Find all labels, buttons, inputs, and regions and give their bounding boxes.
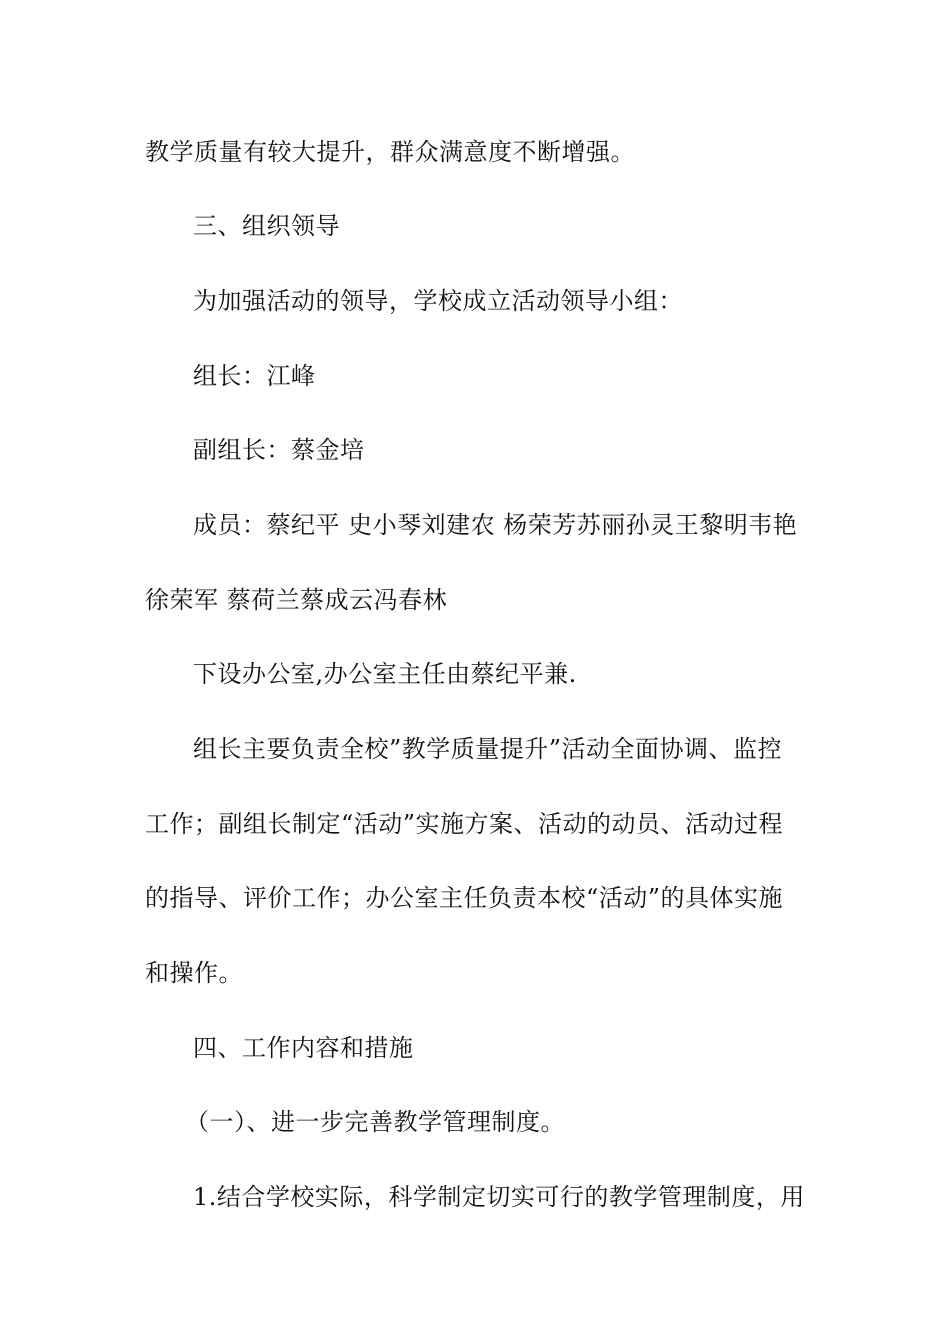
subsection-heading: （一）、进一步完善教学管理制度。 — [185, 1108, 565, 1136]
paragraph-line: 工作；副组长制定“活动”实施方案、活动的动员、活动过程 — [145, 810, 784, 838]
paragraph-line: 下设办公室,办公室主任由蔡纪平兼. — [193, 660, 577, 688]
paragraph-line: 1.结合学校实际，科学制定切实可行的教学管理制度，用 — [193, 1183, 805, 1211]
members-line: 徐荣军 蔡荷兰蔡成云冯春林 — [145, 586, 448, 614]
deputy-leader-line: 副组长：蔡金培 — [193, 436, 365, 464]
paragraph-line: 组长主要负责全校”教学质量提升”活动全面协调、监控 — [193, 735, 783, 763]
paragraph-line: 的指导、评价工作；办公室主任负责本校“活动”的具体实施 — [145, 884, 784, 912]
members-line: 成员：蔡纪平 史小琴刘建农 杨荣芳苏丽孙灵王黎明韦艳 — [193, 511, 798, 539]
paragraph-line: 教学质量有较大提升，群众满意度不断增强。 — [145, 138, 635, 166]
paragraph-line: 和操作。 — [145, 959, 243, 987]
paragraph-line: 为加强活动的领导，学校成立活动领导小组： — [193, 287, 683, 315]
section-heading: 三、组织领导 — [193, 212, 340, 240]
section-heading: 四、工作内容和措施 — [193, 1034, 414, 1062]
leader-line: 组长：江峰 — [193, 362, 316, 390]
